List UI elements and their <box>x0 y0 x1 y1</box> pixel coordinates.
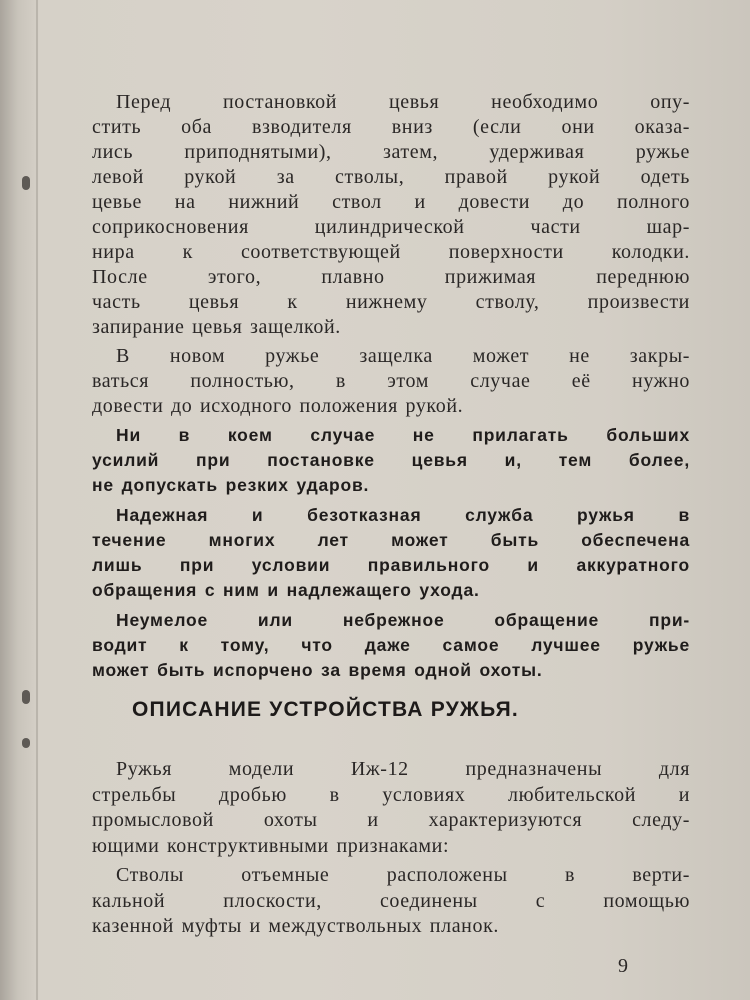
paragraph <box>92 90 690 340</box>
text-line: Неумелое или небрежное обращение при- <box>116 610 690 630</box>
text-line: В новом ружье защелка может не закры- <box>116 345 690 367</box>
text-line: стрельбы дробью в условиях любительской и <box>92 783 690 806</box>
paragraph <box>92 503 690 603</box>
text-line: Ружья модели Иж-12 предназначены для <box>116 758 690 780</box>
paragraph <box>92 608 690 683</box>
text-line: усилий при постановке цевья и, тем более, <box>92 450 690 470</box>
text-line: часть цевья к нижнему стволу, произвести <box>92 291 690 313</box>
paragraph <box>92 757 690 859</box>
text-line: кальной плоскости, соединены с помощью <box>92 889 690 912</box>
text-line: левой рукой за стволы, правой рукой одеть <box>92 166 690 188</box>
text-line: Перед постановкой цевья необходимо опу- <box>116 91 690 113</box>
section-title: ОПИСАНИЕ УСТРОЙСТВА РУЖЬЯ. <box>132 698 519 721</box>
text-line: После этого, плавно прижимая переднюю <box>92 266 690 288</box>
text-line: может быть испорчено за время одной охоты. <box>92 660 543 680</box>
text-line: промысловой охоты и характеризуются следу- <box>92 809 690 831</box>
page-edge <box>36 0 38 1000</box>
paragraph <box>92 423 690 498</box>
text-line: запирание цевья защелкой. <box>92 316 341 338</box>
text-line: цевье на нижний ствол и довести до полного <box>92 191 690 213</box>
text-line: не допускать резких ударов. <box>92 475 370 495</box>
text-line: нира к соответствующей поверхности колодки. <box>92 241 690 263</box>
text-line: казенной муфты и междуствольных планок. <box>92 915 499 937</box>
body-text <box>92 90 690 688</box>
text-line: водит к тому, что даже самое лучшее ружье <box>92 635 690 655</box>
text-line: обращения с ним и надлежащего ухода. <box>92 580 480 600</box>
text-line: течение многих лет может быть обеспечена <box>92 530 690 550</box>
text-line: ющими конструктивными признаками: <box>92 834 450 857</box>
page-number: 9 <box>618 955 628 977</box>
text-line: лись приподнятыми), затем, удерживая ружье <box>92 141 690 163</box>
text-line: стить оба взводителя вниз (если они оказа- <box>92 116 690 138</box>
paragraph <box>92 863 690 940</box>
text-line: довести до исходного положения рукой. <box>92 395 464 417</box>
section-body-text <box>92 757 690 944</box>
binding-hole <box>22 176 30 190</box>
text-line: Надежная и безотказная служба ружья в <box>116 505 690 525</box>
binding-hole <box>22 690 30 704</box>
text-line: соприкосновения цилиндрической части шар- <box>92 216 690 238</box>
text-line: ваться полностью, в этом случае её нужно <box>92 370 690 392</box>
paragraph <box>92 344 690 419</box>
text-line: Ни в коем случае не прилагать больших <box>116 425 690 445</box>
text-line: Стволы отъемные расположены в верти- <box>116 864 690 886</box>
binding-hole <box>22 738 30 748</box>
text-line: лишь при условии правильного и аккуратного <box>92 555 690 575</box>
